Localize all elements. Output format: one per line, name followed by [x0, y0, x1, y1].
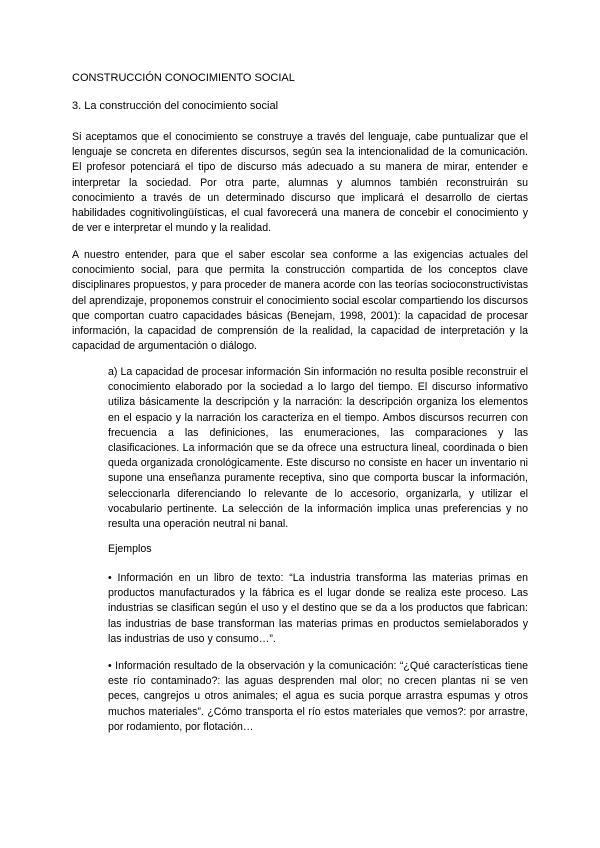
example-item: • Información en un libro de texto: “La industria transforma las materias primas en productos manufacturados y la fábrica es el lugar donde se realiza este proceso. Las industrias se clasifican según el uso y el destino que se da a los productos que fabrican: las industrias de base transforman las materias primas en productos semielaborados y las industrias de uso y consumo…”.	[108, 572, 528, 645]
indented-paragraph: a) La capacidad de procesar información Sin información no resulta posible reconstruir el conocimiento elaborado por la sociedad a lo largo del tiempo. El discurso informativo utiliza básicamente la descripción y la narración: la descripción organiza los elementos en el espacio y la narración los caracteriza en el tiempo. Ambos discursos recurren con frecuencia a las definiciones, las enumeraciones, las comparaciones y las clasificaciones. La información que se da ofrece una estructura lineal, coordinada o bien queda organizada cronológicamente. Este discurso no consiste en hacer un inventario ni supone una enseñanza puramente receptiva, sino que comporta buscar la información, seleccionarla diferenciando lo relevante de lo accesorio, organizarla, y utilizar el vocabulario pertinente. La selección de la información implica unas preferencias y no resulta una operación neutral ni banal.	[108, 366, 528, 531]
example-item: • Información resultado de la observación y la comunicación: “¿Qué características tiene este río contaminado?: las aguas desprenden mal olor; no crecen plantas ni se ven peces, cangrejos u otros animales; el agua es sucia porque arrastra espumas y otros muchos materiales”. ¿Cómo transporta el río estos materiales que vemos?: por arrastre, por rodamiento, por flotación…	[108, 660, 528, 733]
examples-heading: Ejemplos	[108, 543, 152, 555]
section-heading: 3. La construcción del conocimiento social	[72, 100, 279, 112]
document-title: CONSTRUCCIÓN CONOCIMIENTO SOCIAL	[72, 72, 295, 84]
paragraph: A nuestro entender, para que el saber escolar sea conforme a las exigencias actuales del conocimiento social, para que permita la construcción compartida de los conceptos clave disciplinares propuestos, y para proceder de manera acorde con las teorías socioconstructivistas del aprendizaje, proponemos construir el conocimiento social escolar compartiendo los discursos que comportan cuatro capacidades básicas (Benejam, 1998, 2001): la capacidad de procesar información, la capacidad de comprensión de la realidad, la capacidad de interpretación y la capacidad de argumentación o diálogo.	[72, 249, 528, 353]
paragraph: Si aceptamos que el conocimiento se construye a través del lenguaje, cabe puntualizar que el lenguaje se concreta en diferentes discursos, según sea la intencionalidad de la comunicación. El profesor potenciará el tipo de discurso más adecuado a su manera de mirar, entender e interpretar la sociedad. Por otra parte, alumnas y alumnos también reconstruirán su conocimiento a través de un determinado discurso que implicará el desarrollo de ciertas habilidades cognitivolingüísticas, el cual favorecerá una manera de concebir el conocimiento y de ver e interpretar el mundo y la realidad.	[72, 131, 528, 235]
